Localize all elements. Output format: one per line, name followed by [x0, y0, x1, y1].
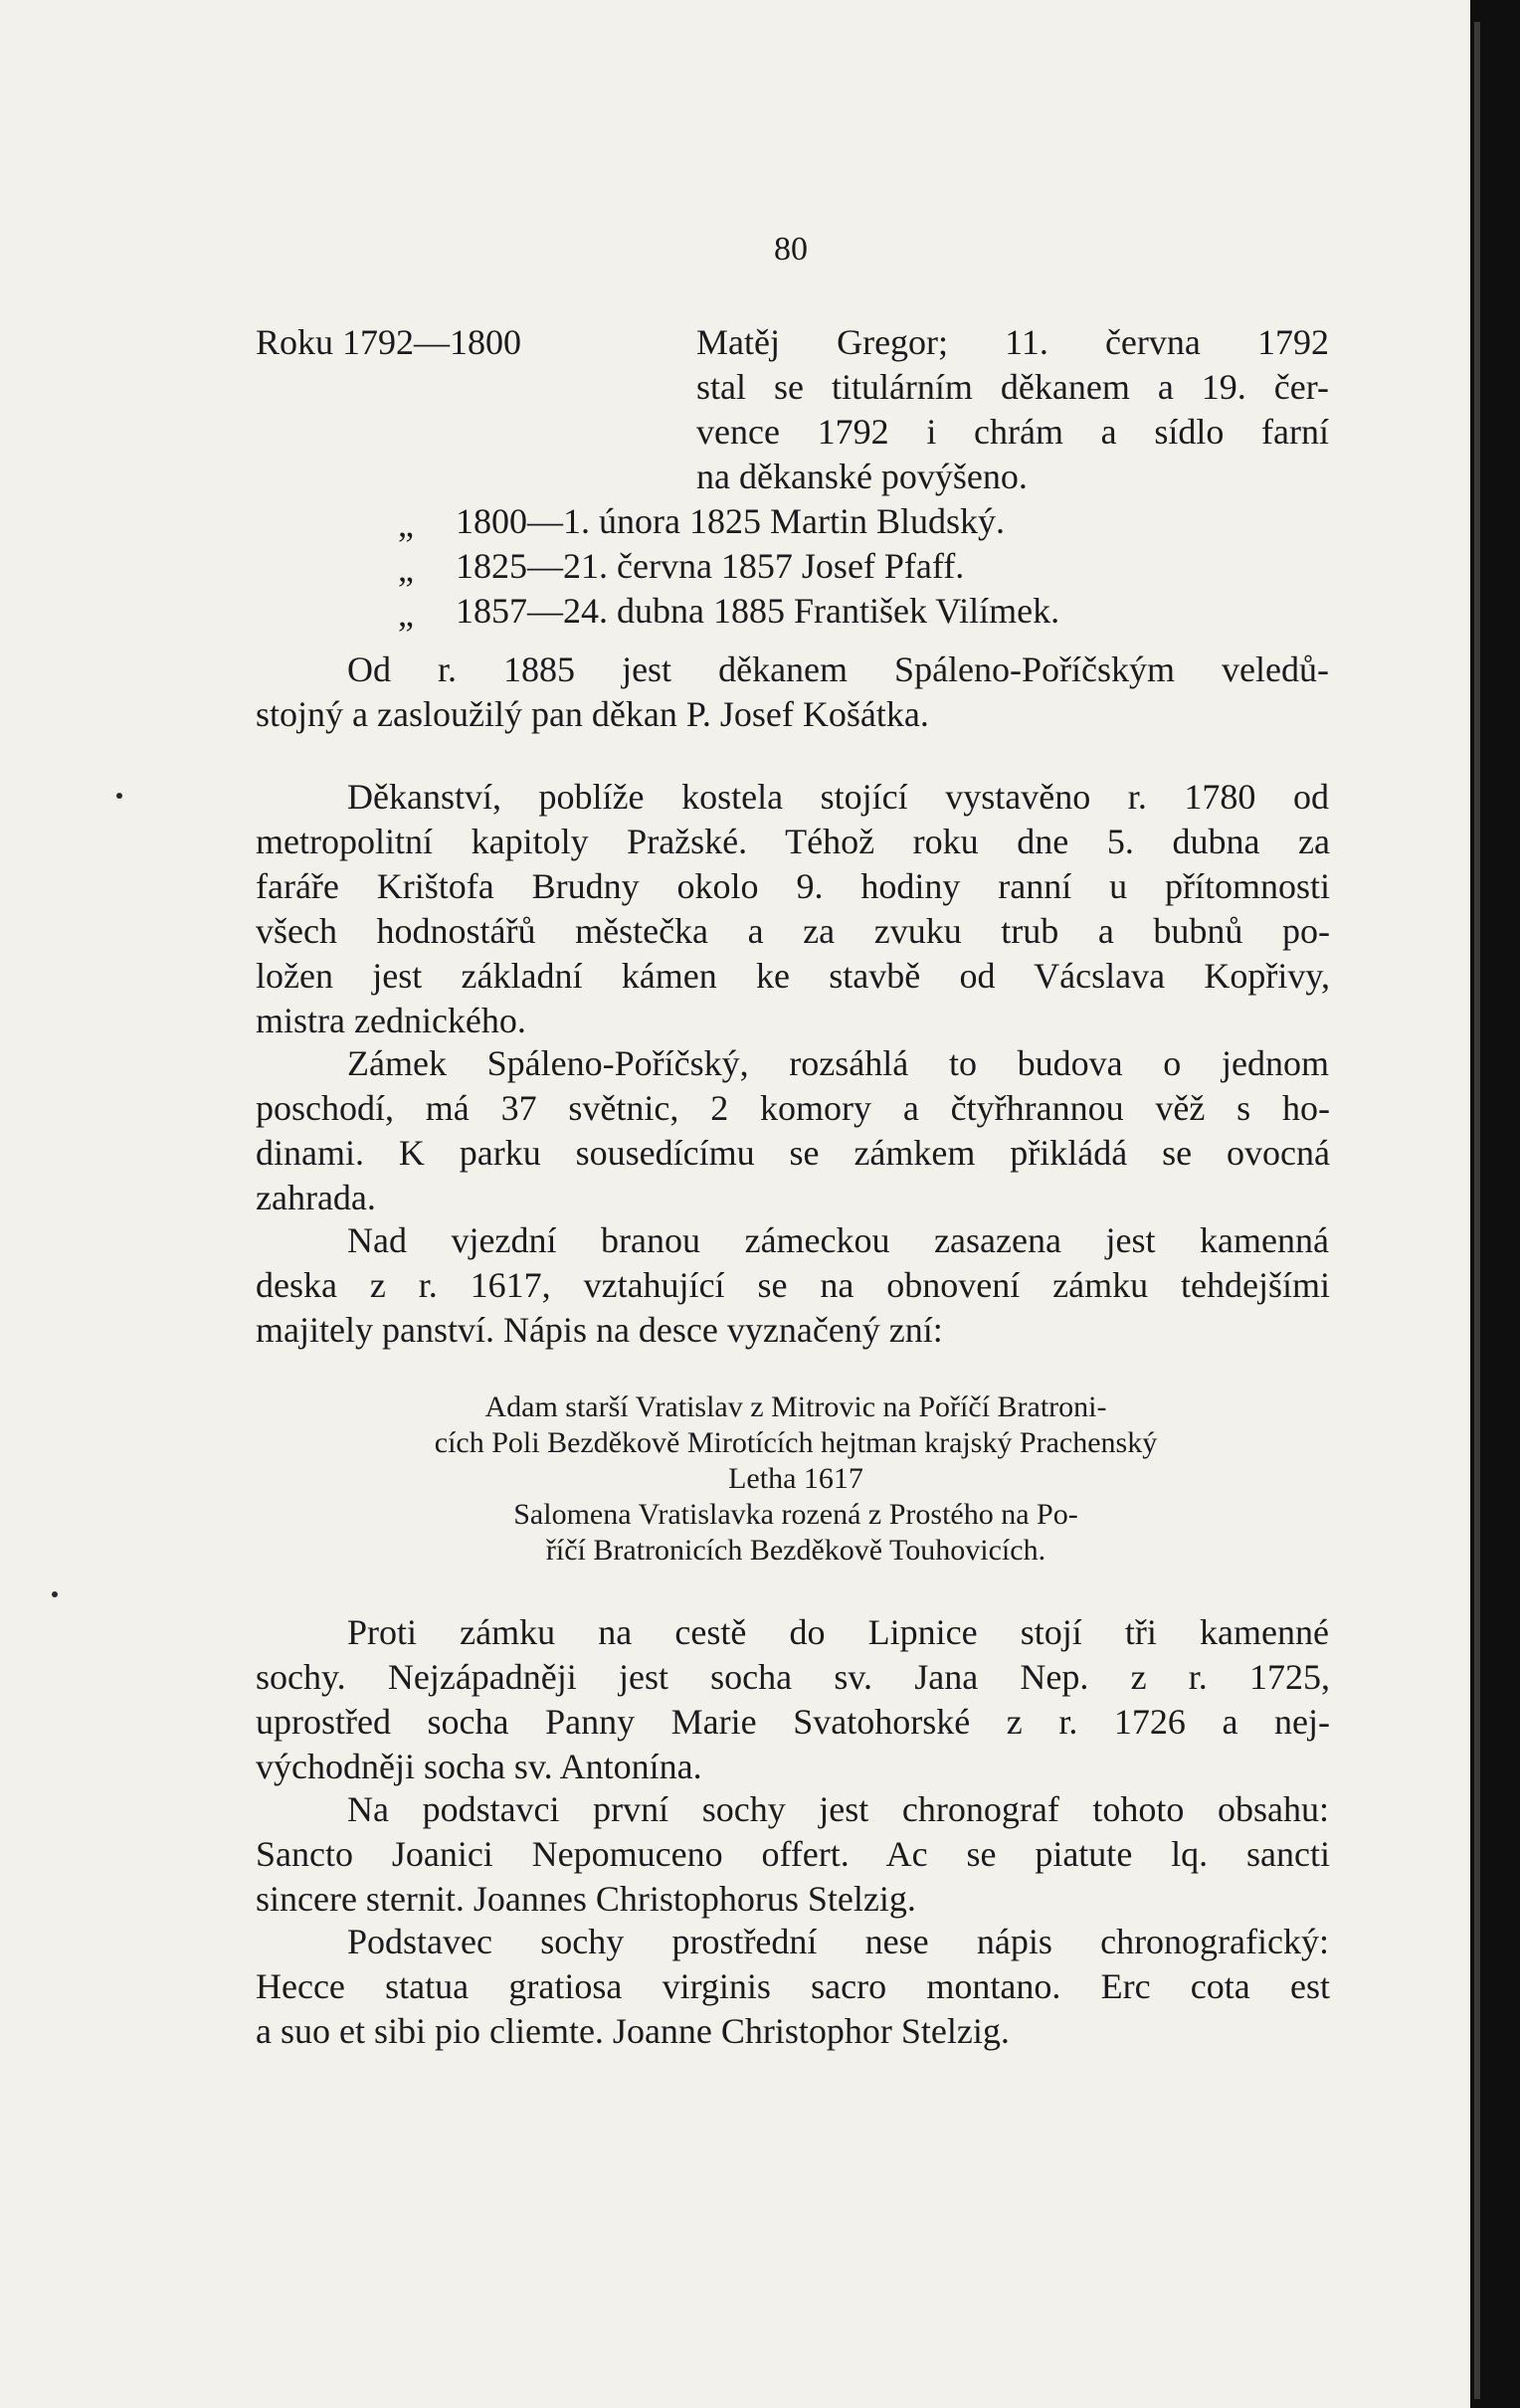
paragraph-line: Děkanství, poblíže kostela stojící vystavěno r. 1780 od [347, 777, 1329, 817]
paragraph-line: deska z r. 1617, vztahující se na obnovení zámku tehdejšími [256, 1265, 1330, 1305]
paragraph-line: všech hodnostářů městečka a za zvuku trub a bubnů po- [256, 911, 1330, 951]
rector-first-line-2: stal se titulárním děkanem a 19. čer- [696, 367, 1329, 407]
rector-first-line-1: Matěj Gregor; 11. června 1792 [696, 322, 1329, 362]
rector-first-label: Roku 1792—1800 [256, 322, 522, 362]
page-edge-shadow [1474, 22, 1480, 2399]
inscription-line: říčí Bratronicích Bezděkově Touhovicích. [545, 1534, 1046, 1567]
paragraph-line: uprostřed socha Panny Marie Svatohorské z r. 1726 a nej- [256, 1702, 1330, 1742]
paragraph-line: dinami. K parku sousedícímu se zámkem přikládá se ovocná [256, 1133, 1330, 1173]
paragraph-line: východněji socha sv. Antonína. [256, 1747, 702, 1786]
paragraph-line: ložen jest základní kámen ke stavbě od Vácslava Kopřivy, [256, 956, 1330, 996]
paragraph-line: poschodí, má 37 světnic, 2 komory a čtyřhrannou věž s ho- [256, 1088, 1330, 1128]
paragraph-line: Podstavec sochy prostřední nese nápis chronografický: [347, 1922, 1329, 1961]
paragraph-line: Od r. 1885 jest děkanem Spáleno-Poříčským veledů- [347, 649, 1329, 689]
paragraph-line: zahrada. [256, 1178, 376, 1217]
scan-speck [52, 1591, 58, 1597]
paragraph-line: a suo et sibi pio cliemte. Joanne Christophor Stelzig. [256, 2011, 1010, 2051]
inscription-line: Adam starší Vratislav z Mitrovic na Poříčí Bratroni- [484, 1390, 1107, 1423]
inscription-line: Salomena Vratislavka rozená z Prostého na Po- [513, 1498, 1078, 1531]
rector-item: 1800—1. února 1825 Martin Bludský. [456, 501, 1005, 541]
ditto-mark: „ [398, 594, 414, 634]
inscription-line: Letha 1617 [728, 1462, 863, 1495]
rector-first-line-4: na děkanské povýšeno. [696, 457, 1028, 496]
paragraph-line: sochy. Nejzápadněji jest socha sv. Jana Nep. z r. 1725, [256, 1657, 1330, 1697]
paragraph-line: Nad vjezdní branou zámeckou zasazena jest kamenná [347, 1220, 1329, 1260]
paragraph-line: Na podstavci první sochy jest chronograf tohoto obsahu: [347, 1789, 1329, 1829]
rector-item: 1825—21. června 1857 Josef Pfaff. [456, 546, 965, 586]
inscription-line: cích Poli Bezděkově Mirotících hejtman krajský Prachenský [434, 1426, 1158, 1459]
rector-first-line-3: vence 1792 i chrám a sídlo farní [696, 412, 1329, 452]
paragraph-line: Sancto Joanici Nepomuceno offert. Ac se piatute lq. sancti [256, 1834, 1330, 1874]
paragraph-line: faráře Krištofa Brudny okolo 9. hodiny ranní u přítomnosti [256, 866, 1330, 906]
paragraph-line: majitely panství. Nápis na desce vyznačený zní: [256, 1310, 943, 1350]
scan-speck [116, 793, 122, 799]
ditto-mark: „ [398, 549, 414, 589]
rector-item: 1857—24. dubna 1885 František Vilímek. [456, 591, 1060, 631]
paragraph-line: mistra zednického. [256, 1001, 526, 1040]
paragraph-line: sincere sternit. Joannes Christophorus Stelzig. [256, 1879, 916, 1919]
paragraph-line: stojný a zasloužilý pan děkan P. Josef Košátka. [256, 694, 929, 734]
paragraph-line: metropolitní kapitoly Pražské. Téhož roku dne 5. dubna za [256, 822, 1330, 861]
paragraph-line: Hecce statua gratiosa virginis sacro montano. Erc cota est [256, 1966, 1330, 2006]
ditto-mark: „ [398, 504, 414, 544]
paragraph-line: Zámek Spáleno-Poříčský, rozsáhlá to budova o jednom [347, 1043, 1329, 1083]
paragraph-line: Proti zámku na cestě do Lipnice stojí tři kamenné [347, 1612, 1329, 1652]
page-number: 80 [774, 231, 808, 268]
